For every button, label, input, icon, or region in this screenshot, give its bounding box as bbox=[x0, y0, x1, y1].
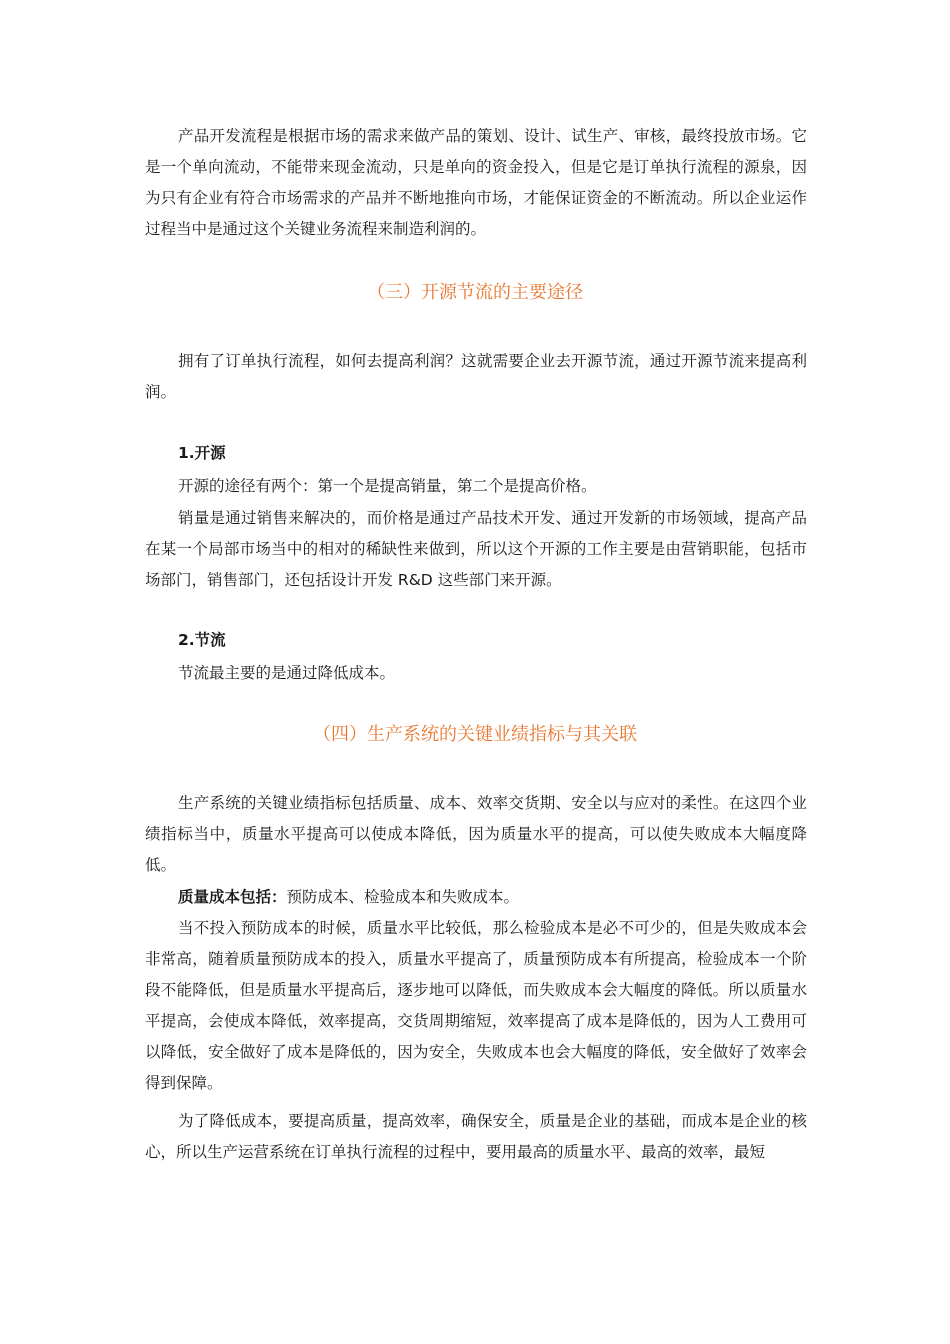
section-heading-4: （四）生产系统的关键业绩指标与其关联 bbox=[313, 724, 637, 745]
paragraph-open-source-intro: 拥有了订单执行流程，如何去提高利润？这就需要企业去开源节流，通过开源节流来提高利润。 bbox=[145, 352, 807, 401]
paragraph-kaiyuan-ways: 开源的途径有两个：第一个是提高销量，第二个是提高价格。 bbox=[178, 477, 597, 495]
paragraph-sales-price: 销量是通过销售来解决的，而价格是通过产品技术开发、通过开发新的市场领域，提高产品在某一个局部市场当中的相对的稀缺性来做到，所以这个开源的工作主要是由营销职能，包括市场部门，销售部门，还包括设计开发 R&D 这些部门来开源。 bbox=[145, 509, 807, 589]
section-heading-3: （三）开源节流的主要途径 bbox=[367, 282, 583, 303]
paragraph-reduce-cost: 为了降低成本，要提高质量，提高效率，确保安全，质量是企业的基础，而成本是企业的核心，所以生产运营系统在订单执行流程的过程中，要用最高的质量水平、最高的效率，最短 bbox=[145, 1112, 807, 1161]
paragraph-product-development: 产品开发流程是根据市场的需求来做产品的策划、设计、试生产、审核，最终投放市场。它是一个单向流动，不能带来现金流动，只是单向的资金投入，但是它是订单执行流程的源泉，因为只有企业有符合市场需求的产品并不断地推向市场，才能保证资金的不断流动。所以企业运作过程当中是通过这个关键业务流程来制造利润的。 bbox=[145, 127, 807, 238]
paragraph-jieliu: 节流最主要的是通过降低成本。 bbox=[178, 664, 396, 682]
paragraph-prevention-cost: 当不投入预防成本的时候，质量水平比较低，那么检验成本是必不可少的，但是失败成本会非常高，随着质量预防成本的投入，质量水平提高了，质量预防成本有所提高，检验成本一个阶段不能降低，但是质量水平提高后，逐步地可以降低，而失败成本会大幅度的降低。所以质量水平提高，会使成本降低，效率提高，交货周期缩短，效率提高了成本是降低的，因为人工费用可以降低，安全做好了成本是降低的，因为安全，失败成本也会大幅度的降低，安全做好了效率会得到保障。 bbox=[145, 919, 807, 1092]
paragraph-kpi: 生产系统的关键业绩指标包括质量、成本、效率交货期、安全以与应对的柔性。在这四个业绩指标当中，质量水平提高可以使成本降低，因为质量水平的提高，可以使失败成本大幅度降低。 bbox=[145, 794, 807, 874]
paragraph-quality-cost bbox=[145, 882, 807, 913]
subheading-jieliu: 2.节流 bbox=[178, 631, 226, 649]
quality-cost-text: 预防成本、检验成本和失败成本。 bbox=[286, 888, 520, 906]
subheading-kaiyuan: 1.开源 bbox=[178, 444, 226, 462]
quality-cost-label: 质量成本包括： bbox=[178, 888, 287, 906]
